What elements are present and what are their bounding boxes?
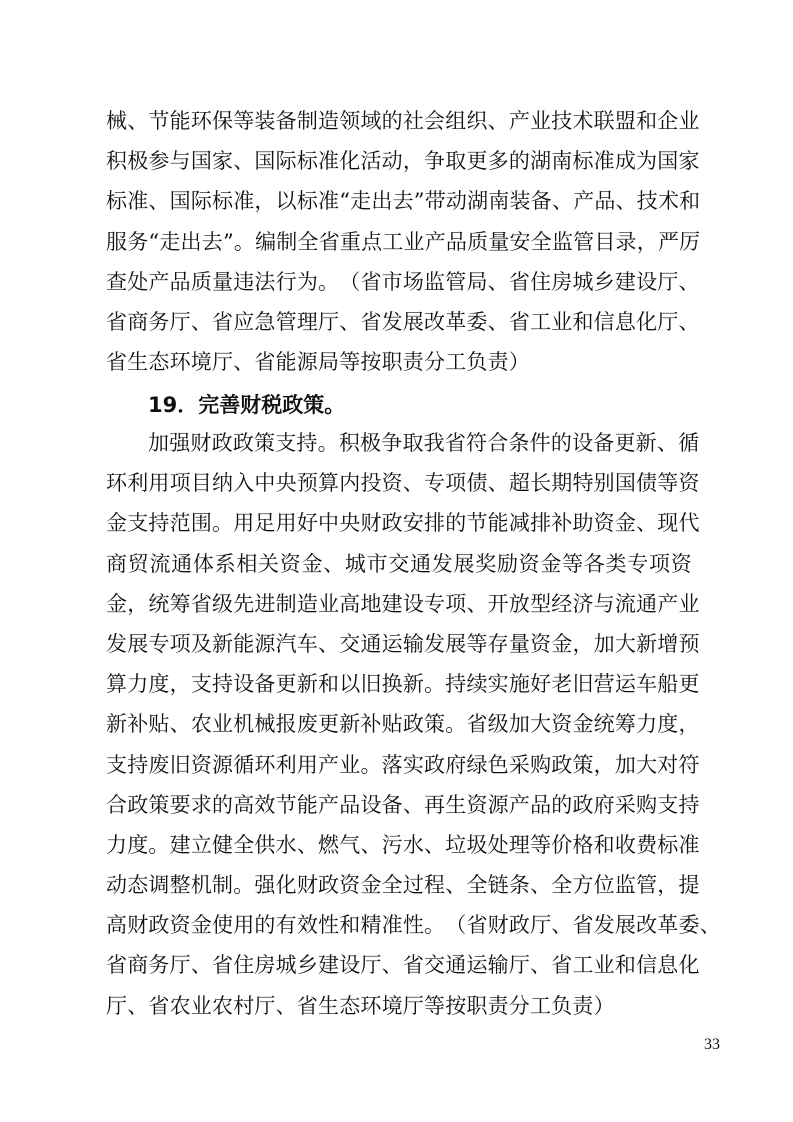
page-number: 33 bbox=[704, 1036, 720, 1053]
text-line: 服 务 “ 走 出 去 ” 。 编 制 全 省 重 点 工 业 产 品 质 量 安 全 监 管 目 录 ， 严 厉 bbox=[106, 229, 701, 254]
text-line: 金 支 持 范 围 。 用 足 用 好 中 央 财 政 安 排 的 节 能 减 排 补 助 资 金 、 现 代 bbox=[106, 511, 700, 536]
text-line: 查 处 产 品 质 量 违 法 行 为 。 （ 省 市 场 监 管 局 、 省 住 房 城 乡 建 设 厅 、 bbox=[106, 269, 700, 294]
text-line: 省 商 务 厅 、 省 住 房 城 乡 建 设 厅 、 省 交 通 运 输 厅 、 省 工 业 和 信 息 化 bbox=[106, 953, 700, 978]
text-line: 力 度 。 建 立 健 全 供 水 、 燃 气 、 污 水 、 垃 圾 处 理 等 价 格 和 收 费 标 准 bbox=[106, 832, 700, 857]
text-line: 合 政 策 要 求 的 高 效 节 能 产 品 设 备 、 再 生 资 源 产 品 的 政 府 采 购 支 持 bbox=[106, 792, 700, 817]
text-line: 械 、 节 能 环 保 等 装 备 制 造 领 域 的 社 会 组 织 、 产 业 技 术 联 盟 和 企 业 bbox=[106, 109, 700, 133]
text-line: 省 商 务 厅 、 省 应 急 管 理 厅 、 省 发 展 改 革 委 、 省 工 业 和 信 息 化 厅 、 bbox=[106, 309, 700, 334]
text-line: 省生态环境厅、省能源局等按职责分工负责） bbox=[106, 350, 530, 375]
text-line: 商 贸 流 通 体 系 相 关 资 金 、 城 市 交 通 发 展 奖 励 资 金 等 各 类 专 项 资 bbox=[106, 551, 692, 576]
text-line: 环 利 用 项 目 纳 入 中 央 预 算 内 投 资 、 专 项 债 、 超 长 期 特 别 国 债 等 资 bbox=[106, 471, 700, 496]
paragraph-fiscal-policy bbox=[106, 423, 721, 1026]
text-line: 新 补 贴 、 农 业 机 械 报 废 更 新 补 贴 政 策 。 省 级 加 大 资 金 统 筹 力 度 ， bbox=[106, 712, 700, 737]
text-line: 金 ， 统 筹 省 级 先 进 制 造 业 高 地 建 设 专 项 、 开 放 型 经 济 与 流 通 产 业 bbox=[106, 591, 700, 616]
text-line: 高 财 政 资 金 使 用 的 有 效 性 和 精 准 性 。 （ 省 财 政 厅 、 省 发 展 改 革 委 、 bbox=[106, 913, 721, 938]
text-line: 积 极 参 与 国 家 、 国 际 标 准 化 活 动 ， 争 取 更 多 的 湖 南 标 准 成 为 国 家 bbox=[106, 149, 700, 174]
text-line: 标 准 、 国 际 标 准 ， 以 标 准 “ 走 出 去 ” 带 动 湖 南 装 备 、 产 品 、 技 术 和 bbox=[106, 189, 701, 214]
text-line: 厅、省农业农村厅、省生态环境厅等按职责分工负责） bbox=[106, 993, 615, 1018]
paragraph-standards bbox=[106, 101, 701, 382]
text-line: 算 力 度 ， 支 持 设 备 更 新 和 以 旧 换 新 。 持 续 实 施 好 老 旧 营 运 车 船 更 bbox=[106, 672, 700, 697]
text-line: 支 持 废 旧 资 源 循 环 利 用 产 业 。 落 实 政 府 绿 色 采 购 政 策 ， 加 大 对 符 bbox=[106, 752, 700, 777]
text-line: 动 态 调 整 机 制 。 强 化 财 政 资 金 全 过 程 、 全 链 条 、 全 方 位 监 管 ， 提 bbox=[106, 873, 700, 898]
section-heading: 19．完善财税政策。 bbox=[148, 393, 346, 417]
text-line: 加 强 财 政 政 策 支 持 。 积 极 争 取 我 省 符 合 条 件 的 设 备 更 新 、 循 bbox=[148, 431, 700, 455]
text-line: 发 展 专 项 及 新 能 源 汽 车 、 交 通 运 输 发 展 等 存 量 资 金 ， 加 大 新 增 预 bbox=[106, 631, 700, 656]
